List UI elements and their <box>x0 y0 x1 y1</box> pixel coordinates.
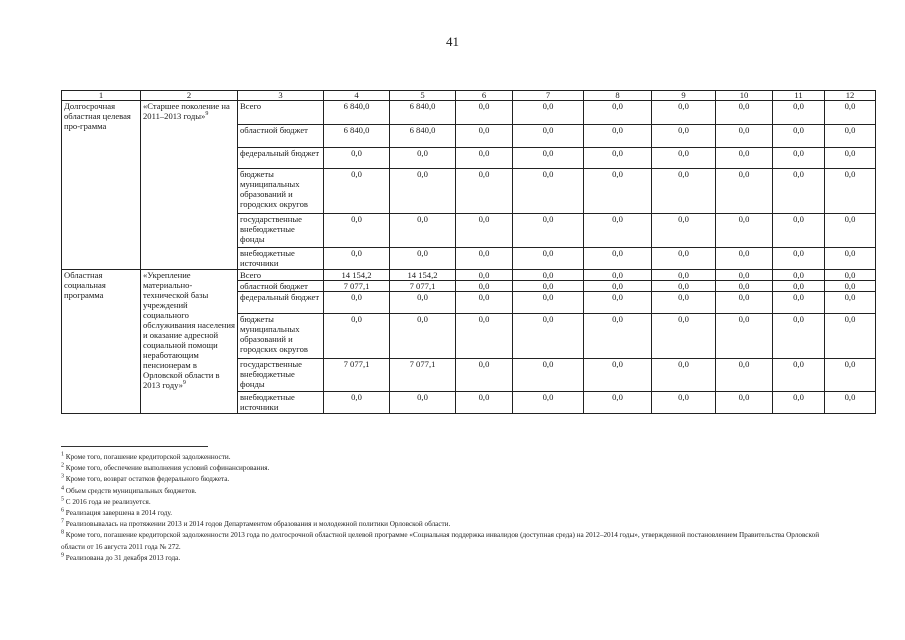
value-cell: 0,0 <box>652 248 716 270</box>
value-cell: 0,0 <box>456 359 513 392</box>
footnotes <box>61 452 841 564</box>
footnote <box>61 553 841 564</box>
footnote-separator <box>61 446 208 447</box>
value-cell: 0,0 <box>825 359 876 392</box>
footnote-text: Реализация завершена в 2014 году. <box>65 509 173 518</box>
value-cell: 0,0 <box>716 148 773 169</box>
footnote <box>61 519 841 530</box>
value-cell: 0,0 <box>716 169 773 214</box>
value-cell: 0,0 <box>390 248 456 270</box>
value-cell: 0,0 <box>652 270 716 281</box>
funding-source: федеральный бюджет <box>238 148 324 169</box>
value-cell: 0,0 <box>390 314 456 359</box>
footnote <box>61 452 841 463</box>
value-cell: 0,0 <box>652 101 716 125</box>
footnote-number: 5 <box>61 496 64 503</box>
value-cell: 0,0 <box>513 314 584 359</box>
footnote-text: Кроме того, возврат остатков федерального бюджета. <box>65 475 230 484</box>
value-cell: 0,0 <box>584 392 652 414</box>
value-cell: 0,0 <box>390 148 456 169</box>
value-cell: 0,0 <box>716 248 773 270</box>
value-cell: 0,0 <box>825 214 876 248</box>
value-cell: 0,0 <box>652 214 716 248</box>
column-number: 2 <box>141 91 238 101</box>
value-cell: 0,0 <box>456 214 513 248</box>
footnote-text: Кроме того, обеспечение выполнения условий софинансирования. <box>65 464 270 473</box>
value-cell: 0,0 <box>825 125 876 148</box>
footnote-mark: 9 <box>182 380 186 387</box>
footnote-number: 2 <box>61 462 64 469</box>
footnote-number: 1 <box>61 451 64 458</box>
footnote <box>61 463 841 474</box>
funding-source: бюджеты муниципальных образований и городских округов <box>238 169 324 214</box>
footnote-number: 4 <box>61 485 64 492</box>
value-cell: 0,0 <box>513 101 584 125</box>
value-cell: 0,0 <box>513 392 584 414</box>
footnote <box>61 486 841 497</box>
value-cell: 0,0 <box>513 148 584 169</box>
value-cell: 7 077,1 <box>324 281 390 292</box>
program-type: Областная социальная программа <box>64 270 106 300</box>
footnote-number: 3 <box>61 474 64 481</box>
program-type: Долгосрочная областная целевая про-грамма <box>64 101 131 131</box>
value-cell: 0,0 <box>324 314 390 359</box>
table-row <box>62 101 876 125</box>
value-cell: 0,0 <box>652 292 716 314</box>
column-number: 4 <box>324 91 390 101</box>
value-cell: 0,0 <box>716 270 773 281</box>
column-number: 12 <box>825 91 876 101</box>
program-name: «Укрепление материально-технической базы учреждений социального обслуживания населения и оказание адресной социальной помощи неработающим пенсионерам в Орловской области в 2013 году» <box>143 270 235 390</box>
program-name-cell <box>141 270 238 414</box>
value-cell: 0,0 <box>584 125 652 148</box>
value-cell: 7 077,1 <box>390 359 456 392</box>
value-cell: 0,0 <box>716 101 773 125</box>
footnote-text: Кроме того, погашение кредиторской задолженности. <box>65 453 231 461</box>
value-cell: 0,0 <box>513 281 584 292</box>
value-cell: 0,0 <box>390 292 456 314</box>
value-cell: 0,0 <box>825 248 876 270</box>
value-cell: 0,0 <box>773 392 825 414</box>
value-cell: 0,0 <box>584 214 652 248</box>
column-number: 10 <box>716 91 773 101</box>
value-cell: 0,0 <box>456 148 513 169</box>
value-cell: 0,0 <box>584 292 652 314</box>
value-cell: 7 077,1 <box>324 359 390 392</box>
funding-source: федеральный бюджет <box>238 292 324 314</box>
funding-source: государственные внебюджетные фонды <box>238 359 324 392</box>
value-cell: 0,0 <box>773 125 825 148</box>
footnote-text: Кроме того, погашение кредиторской задолженности 2013 года по долгосрочной областной целевой программе «Социальная поддержка инвалидов (доступная среда) на 2012–2014 годы», утвержденной постановлением Правительства Орловской области от 16 августа 2011 года № 272. <box>61 531 820 551</box>
value-cell: 0,0 <box>825 392 876 414</box>
column-number: 5 <box>390 91 456 101</box>
value-cell: 0,0 <box>513 214 584 248</box>
program-name: «Старшее поколение на 2011–2013 годы» <box>143 101 230 121</box>
value-cell: 0,0 <box>584 148 652 169</box>
value-cell: 0,0 <box>324 248 390 270</box>
value-cell: 0,0 <box>324 292 390 314</box>
value-cell: 0,0 <box>652 169 716 214</box>
value-cell: 6 840,0 <box>324 101 390 125</box>
funding-source: Всего <box>238 101 324 125</box>
value-cell: 0,0 <box>513 292 584 314</box>
value-cell: 0,0 <box>584 169 652 214</box>
table-row <box>62 270 876 281</box>
value-cell: 0,0 <box>584 101 652 125</box>
program-type-cell <box>62 101 141 270</box>
value-cell: 6 840,0 <box>390 125 456 148</box>
column-number: 6 <box>456 91 513 101</box>
funding-source: внебюджетные источники <box>238 248 324 270</box>
column-number: 7 <box>513 91 584 101</box>
value-cell: 7 077,1 <box>390 281 456 292</box>
value-cell: 0,0 <box>456 270 513 281</box>
value-cell: 0,0 <box>652 281 716 292</box>
value-cell: 0,0 <box>773 281 825 292</box>
value-cell: 0,0 <box>513 270 584 281</box>
value-cell: 0,0 <box>773 359 825 392</box>
value-cell: 0,0 <box>456 169 513 214</box>
value-cell: 0,0 <box>716 281 773 292</box>
footnote-text: Объем средств муниципальных бюджетов. <box>65 486 197 495</box>
value-cell: 0,0 <box>825 314 876 359</box>
footnote-number: 8 <box>61 530 64 537</box>
value-cell: 0,0 <box>773 248 825 270</box>
value-cell: 0,0 <box>652 125 716 148</box>
value-cell: 0,0 <box>773 148 825 169</box>
footnote-number: 9 <box>61 552 64 559</box>
value-cell: 0,0 <box>773 101 825 125</box>
value-cell: 0,0 <box>825 270 876 281</box>
column-number-row <box>62 91 876 101</box>
value-cell: 0,0 <box>773 270 825 281</box>
value-cell: 0,0 <box>513 359 584 392</box>
value-cell: 0,0 <box>825 148 876 169</box>
value-cell: 0,0 <box>456 281 513 292</box>
footnote-text: С 2016 года не реализуется. <box>65 497 151 506</box>
footnote <box>61 508 841 519</box>
value-cell: 0,0 <box>773 169 825 214</box>
value-cell: 0,0 <box>652 314 716 359</box>
value-cell: 0,0 <box>716 292 773 314</box>
value-cell: 0,0 <box>773 314 825 359</box>
value-cell: 0,0 <box>584 359 652 392</box>
value-cell: 14 154,2 <box>324 270 390 281</box>
column-number: 9 <box>652 91 716 101</box>
value-cell: 0,0 <box>716 125 773 148</box>
funding-source: областной бюджет <box>238 125 324 148</box>
footnote-text: Реализовывалась на протяжении 2013 и 2014 годов Департаментом образования и молодежной политики Орловской области. <box>65 520 451 529</box>
funding-source: государственные внебюджетные фонды <box>238 214 324 248</box>
footnote-number: 7 <box>61 518 64 525</box>
value-cell: 0,0 <box>456 314 513 359</box>
program-name-cell <box>141 101 238 270</box>
value-cell: 0,0 <box>716 392 773 414</box>
footnote <box>61 474 841 485</box>
value-cell: 0,0 <box>773 214 825 248</box>
value-cell: 0,0 <box>584 281 652 292</box>
value-cell: 6 840,0 <box>324 125 390 148</box>
value-cell: 0,0 <box>456 101 513 125</box>
funding-source: областной бюджет <box>238 281 324 292</box>
value-cell: 0,0 <box>825 281 876 292</box>
value-cell: 14 154,2 <box>390 270 456 281</box>
page-number: 41 <box>446 34 459 49</box>
value-cell: 0,0 <box>652 359 716 392</box>
value-cell: 0,0 <box>324 392 390 414</box>
column-number: 11 <box>773 91 825 101</box>
column-number: 1 <box>62 91 141 101</box>
footnote-mark: 9 <box>205 111 209 118</box>
value-cell: 0,0 <box>513 248 584 270</box>
financing-table <box>61 90 876 414</box>
funding-source: Всего <box>238 270 324 281</box>
value-cell: 0,0 <box>773 292 825 314</box>
value-cell: 0,0 <box>584 270 652 281</box>
value-cell: 0,0 <box>390 392 456 414</box>
value-cell: 0,0 <box>324 148 390 169</box>
value-cell: 0,0 <box>456 292 513 314</box>
column-number: 3 <box>238 91 324 101</box>
footnote <box>61 530 841 552</box>
value-cell: 0,0 <box>513 125 584 148</box>
value-cell: 0,0 <box>456 125 513 148</box>
value-cell: 6 840,0 <box>390 101 456 125</box>
footnote-text: Реализована до 31 декабря 2013 года. <box>65 553 181 562</box>
value-cell: 0,0 <box>716 359 773 392</box>
value-cell: 0,0 <box>825 101 876 125</box>
value-cell: 0,0 <box>652 148 716 169</box>
footnote-number: 6 <box>61 507 64 514</box>
value-cell: 0,0 <box>825 292 876 314</box>
value-cell: 0,0 <box>716 314 773 359</box>
value-cell: 0,0 <box>513 169 584 214</box>
value-cell: 0,0 <box>456 248 513 270</box>
value-cell: 0,0 <box>390 214 456 248</box>
value-cell: 0,0 <box>456 392 513 414</box>
value-cell: 0,0 <box>652 392 716 414</box>
value-cell: 0,0 <box>825 169 876 214</box>
value-cell: 0,0 <box>584 248 652 270</box>
footnote <box>61 497 841 508</box>
value-cell: 0,0 <box>584 314 652 359</box>
value-cell: 0,0 <box>390 169 456 214</box>
program-type-cell <box>62 270 141 414</box>
column-number: 8 <box>584 91 652 101</box>
value-cell: 0,0 <box>716 214 773 248</box>
funding-source: внебюджетные источники <box>238 392 324 414</box>
value-cell: 0,0 <box>324 214 390 248</box>
value-cell: 0,0 <box>324 169 390 214</box>
funding-source: бюджеты муниципальных образований и городских округов <box>238 314 324 359</box>
